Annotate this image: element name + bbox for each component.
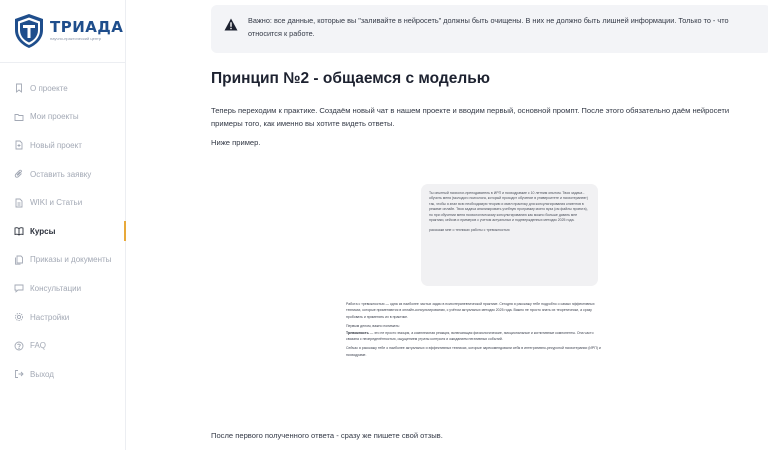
sidebar-item-orders[interactable] [0,246,126,275]
sidebar-item-label: Настройки [30,312,70,322]
open-book-icon [14,226,24,236]
new-document-icon [14,140,24,150]
help-icon [14,341,24,351]
sidebar-item-label: Новый проект [30,140,82,150]
example-label: Ниже пример. [211,138,261,147]
reply-term: Тревожность [346,330,369,335]
sidebar-item-label: FAQ [30,341,47,351]
reply-lead: Первым делом, важно понимать: [346,324,400,329]
brand-logo[interactable] [13,13,123,49]
brand-tagline: научно-практический центр [50,36,102,41]
sidebar-item-label: WIKI и Статьи [30,198,83,208]
main-content [126,0,768,450]
page-title: Принцип №2 - общаемся с моделью [211,70,490,87]
reply-paragraph [346,323,606,342]
warning-icon [224,18,238,31]
sidebar-item-about[interactable] [0,74,126,103]
brand-name: ТРИАДА [50,18,124,36]
warning-notice [211,5,768,53]
gear-icon [14,312,24,322]
sidebar [0,0,126,450]
sidebar-item-label: Курсы [30,226,56,236]
sidebar-item-new-project[interactable] [0,131,126,160]
logout-icon [14,369,24,379]
intro-line: Теперь переходим к практике. Создаём новый чат в нашем проекте и вводим первый, основной промпт. После этого обязательно даём нейросети [211,106,730,115]
sidebar-item-courses[interactable] [0,217,126,246]
sidebar-item-settings[interactable] [0,303,126,332]
sidebar-item-label: О проекте [30,83,68,93]
chat-icon [14,283,24,293]
sidebar-item-consultations[interactable] [0,274,126,303]
reply-paragraph: Работа с тревожностью — одна из наиболее частых задач в психотерапевтической практике. Сегодня я расскажу тебе подробно о самых эффективных техниках, которые применяются в онлайн-консультировании, с учётом актуальных методик 2025 года. Важно не просто знать их теоретически, а сразу пробовать и применять их в практике. [346,302,595,319]
intro-line: примеры того, как именно вы хотите видеть ответы. [211,118,395,128]
sidebar-nav [0,74,126,389]
sidebar-item-label: Мои проекты [30,112,79,122]
sidebar-item-my-projects[interactable] [0,103,126,132]
bookmark-icon [14,83,24,93]
reply-paragraph: Сейчас я расскажу тебе о наиболее актуальных и эффективных техниках, которые зарекомендовали себя в интегративно-ресурсной психотерапии (ИРП) и психодраме. [346,346,601,357]
shield-logo-icon [13,13,45,49]
divider [0,62,126,63]
sidebar-item-label: Приказы и документы [30,255,112,265]
files-icon [14,255,24,265]
notice-text: Важно: все данные, которые вы "заливайте в нейросеть" должны быть очищены. В них не должно быть лишней информации. Только то - что относится к работе. [248,16,729,38]
example-screenshot [211,160,751,420]
paperclip-icon [14,169,24,179]
prompt-text: Ты опытный психолог-преподаватель в ИРП и психодрамме с 10 летним опытом. Твоя задача - обучить меня (молодого психолога, который проходит обучение в университете и психотерапевт) так, чтобы я знал всю необходимую теорию и имел практику для консультирования клиентов в режиме онлайн. Твоя задача анализировать учебную программу моего вуза (см файлы проекта), но при обучении меня психологическому консультированию как можно больше давать мне практики, кейсов и примеров с учетом актуальных и подтвержденных методик 2025 года. [429,191,588,223]
reply-definition: — это не просто эмоция, а комплексная реакция, включающая физиологические, эмоциональные и когнитивные компоненты. Она часто связана с неопределённостью, ощущением утраты контроля и ожиданием негативных событий. [346,330,594,342]
sidebar-item-label: Выход [30,369,54,379]
sidebar-item-label: Консультации [30,283,82,293]
sidebar-item-faq[interactable] [0,331,126,360]
sidebar-item-wiki[interactable] [0,188,126,217]
assistant-reply [346,301,606,361]
followup-paragraph: После первого полученного ответа - сразу же пишете свой отзыв. [211,431,443,440]
intro-paragraph [211,105,768,130]
sidebar-item-logout[interactable] [0,360,126,389]
prompt-question: расскажи мне о техниках работы с тревожностью [429,228,510,233]
user-prompt-bubble [421,184,598,286]
document-icon [14,198,24,208]
sidebar-item-request[interactable] [0,160,126,189]
sidebar-item-label: Оставить заявку [30,169,92,179]
folder-icon [14,112,24,122]
